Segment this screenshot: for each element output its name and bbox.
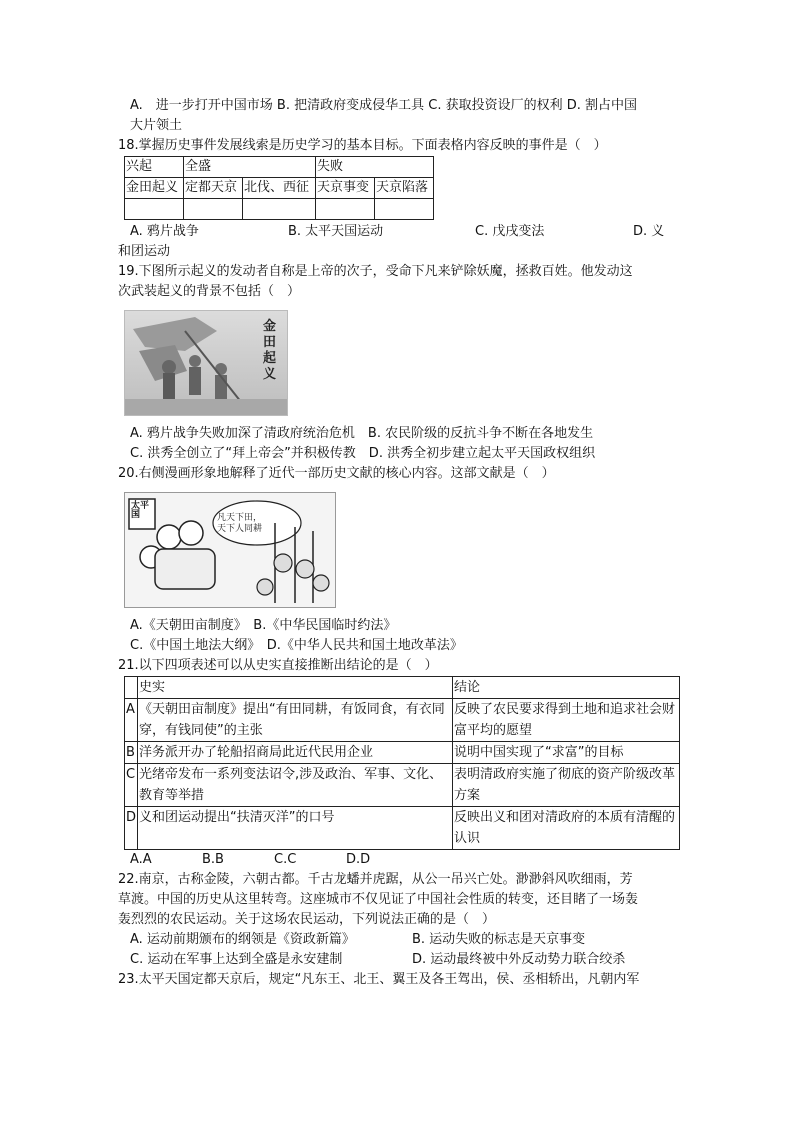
q22-option-d: D. 运动最终被中外反动势力联合绞杀 (412, 952, 626, 967)
q21-row-fact: 《天朝田亩制度》提出“有田同耕，有饭同食，有衣同穿，有钱同使”的主张 (138, 699, 453, 742)
q21-option-c: C.C (274, 852, 297, 867)
cartoon-flag-text: 太平国 (131, 501, 150, 520)
q22-stem-1: 22.南京，古称金陵，六朝古都。千古龙蟠并虎踞，从公一吊兴亡处。渺渺斜风吹细雨，芳 (118, 872, 633, 887)
q18-cell: 金田起义 (125, 178, 184, 199)
q19-options-1: A. 鸦片战争失败加深了清政府统治危机 B. 农民阶级的反抗斗争不断在各地发生 (130, 426, 594, 441)
q18-cell: 北伐、西征 (243, 178, 316, 199)
q18-option-c: C. 戊戌变法 (475, 224, 545, 239)
q21-row-letter: A (125, 699, 138, 742)
q21-row-letter: D (125, 807, 138, 850)
cartoon-speech-bubble (217, 513, 262, 535)
q18-cell: 定都天京 (184, 178, 243, 199)
q22-stem-2: 草渡。中国的历史从这里转弯。这座城市不仅见证了中国社会性质的转变，还目睹了一场轰 (118, 892, 639, 907)
q21-row-fact: 光绪帝发布一系列变法诏令,涉及政治、军事、文化、教育等举措 (138, 764, 453, 807)
q21-row-letter: C (125, 764, 138, 807)
q18-cell-empty (243, 199, 316, 220)
q18-cell: 全盛 (184, 157, 316, 178)
q18-option-b: B. 太平天国运动 (288, 224, 384, 239)
q17-options: A. 进一步打开中国市场 B. 把清政府变成侵华工具 C. 获取投资设厂的权利 D. 割占中国 (130, 98, 637, 113)
q18-cell-empty (316, 199, 375, 220)
q18-option-d: D. 义 (633, 224, 665, 239)
jintian-uprising-image (124, 310, 288, 416)
q22-options-row-1 (118, 930, 688, 950)
q22-options-row-2 (118, 950, 688, 970)
q18-cell: 兴起 (125, 157, 184, 178)
q21-table (124, 676, 680, 850)
q21-row-conclusion: 表明清政府实施了彻底的资产阶级改革方案 (453, 764, 680, 807)
q19-stem-1: 19.下图所示起义的发动者自称是上帝的次子，受命下凡来铲除妖魔，拯救百姓。他发动这 (118, 264, 633, 279)
land-system-cartoon (124, 492, 336, 608)
bubble-line-1: 凡天下田， (217, 513, 263, 523)
q18-options-cont: 和团运动 (118, 244, 171, 259)
q21-option-a: A.A (130, 852, 152, 867)
q18-cell-empty (375, 199, 434, 220)
q20-options-1: A.《天朝田亩制度》 B.《中华民国临时约法》 (130, 618, 397, 633)
q21-row-letter: B (125, 742, 138, 764)
q19-stem-2: 次武装起义的背景不包括（ ） (118, 284, 301, 299)
image-caption-vertical: 金田起义 (263, 319, 277, 382)
q18-cell-empty (125, 199, 184, 220)
q23-stem: 23.太平天国定都天京后，规定“凡东王、北王、翼王及各王驾出，侯、丞相轿出，凡朝内军 (118, 972, 640, 987)
q21-stem: 21.以下四项表述可以从史实直接推断出结论的是（ ） (118, 658, 438, 673)
q18-cell: 天京事变 (316, 178, 375, 199)
q21-options (118, 850, 688, 870)
exam-page (118, 96, 688, 990)
q18-table (124, 156, 434, 220)
q21-header-fact: 史实 (138, 677, 453, 699)
q18-options (118, 222, 688, 242)
q22-stem-3: 轰烈烈的农民运动。关于这场农民运动，下列说法正确的是（ ） (118, 912, 496, 927)
q22-option-b: B. 运动失败的标志是天京事变 (412, 932, 586, 947)
q18-cell: 天京陷落 (375, 178, 434, 199)
q22-option-c: C. 运动在军事上达到全盛是永安建制 (130, 952, 343, 967)
q18-cell-empty (184, 199, 243, 220)
q17-options-cont: 大片领土 (130, 118, 183, 133)
q21-row-fact: 洋务派开办了轮船招商局此近代民用企业 (138, 742, 453, 764)
q20-stem: 20.右侧漫画形象地解释了近代一部历史文献的核心内容。这部文献是（ ） (118, 466, 555, 481)
q21-row-conclusion: 反映出义和团对清政府的本质有清醒的认识 (453, 807, 680, 850)
q21-row-fact: 义和团运动提出“扶清灭洋”的口号 (138, 807, 453, 850)
q21-header-conclusion: 结论 (453, 677, 680, 699)
q19-options-2: C. 洪秀全创立了“拜上帝会”并积极传教 D. 洪秀全初步建立起太平天国政权组织 (130, 446, 596, 461)
q21-option-d: D.D (346, 852, 371, 867)
q21-row-conclusion: 说明中国实现了“求富”的目标 (453, 742, 680, 764)
bubble-line-2: 天下人同耕 (217, 524, 263, 534)
q20-options-2: C.《中国土地法大纲》 D.《中华人民共和国土地改革法》 (130, 638, 463, 653)
q18-cell: 失败 (316, 157, 434, 178)
q21-row-conclusion: 反映了农民要求得到土地和追求社会财富平均的愿望 (453, 699, 680, 742)
q21-option-b: B.B (202, 852, 224, 867)
q21-header-blank (125, 677, 138, 699)
q18-option-a: A. 鸦片战争 (130, 224, 199, 239)
cartoon-illustration (125, 493, 335, 607)
q22-option-a: A. 运动前期颁布的纲领是《资政新篇》 (130, 932, 355, 947)
q18-stem: 18.掌握历史事件发展线索是历史学习的基本目标。下面表格内容反映的事件是（ ） (118, 138, 607, 153)
